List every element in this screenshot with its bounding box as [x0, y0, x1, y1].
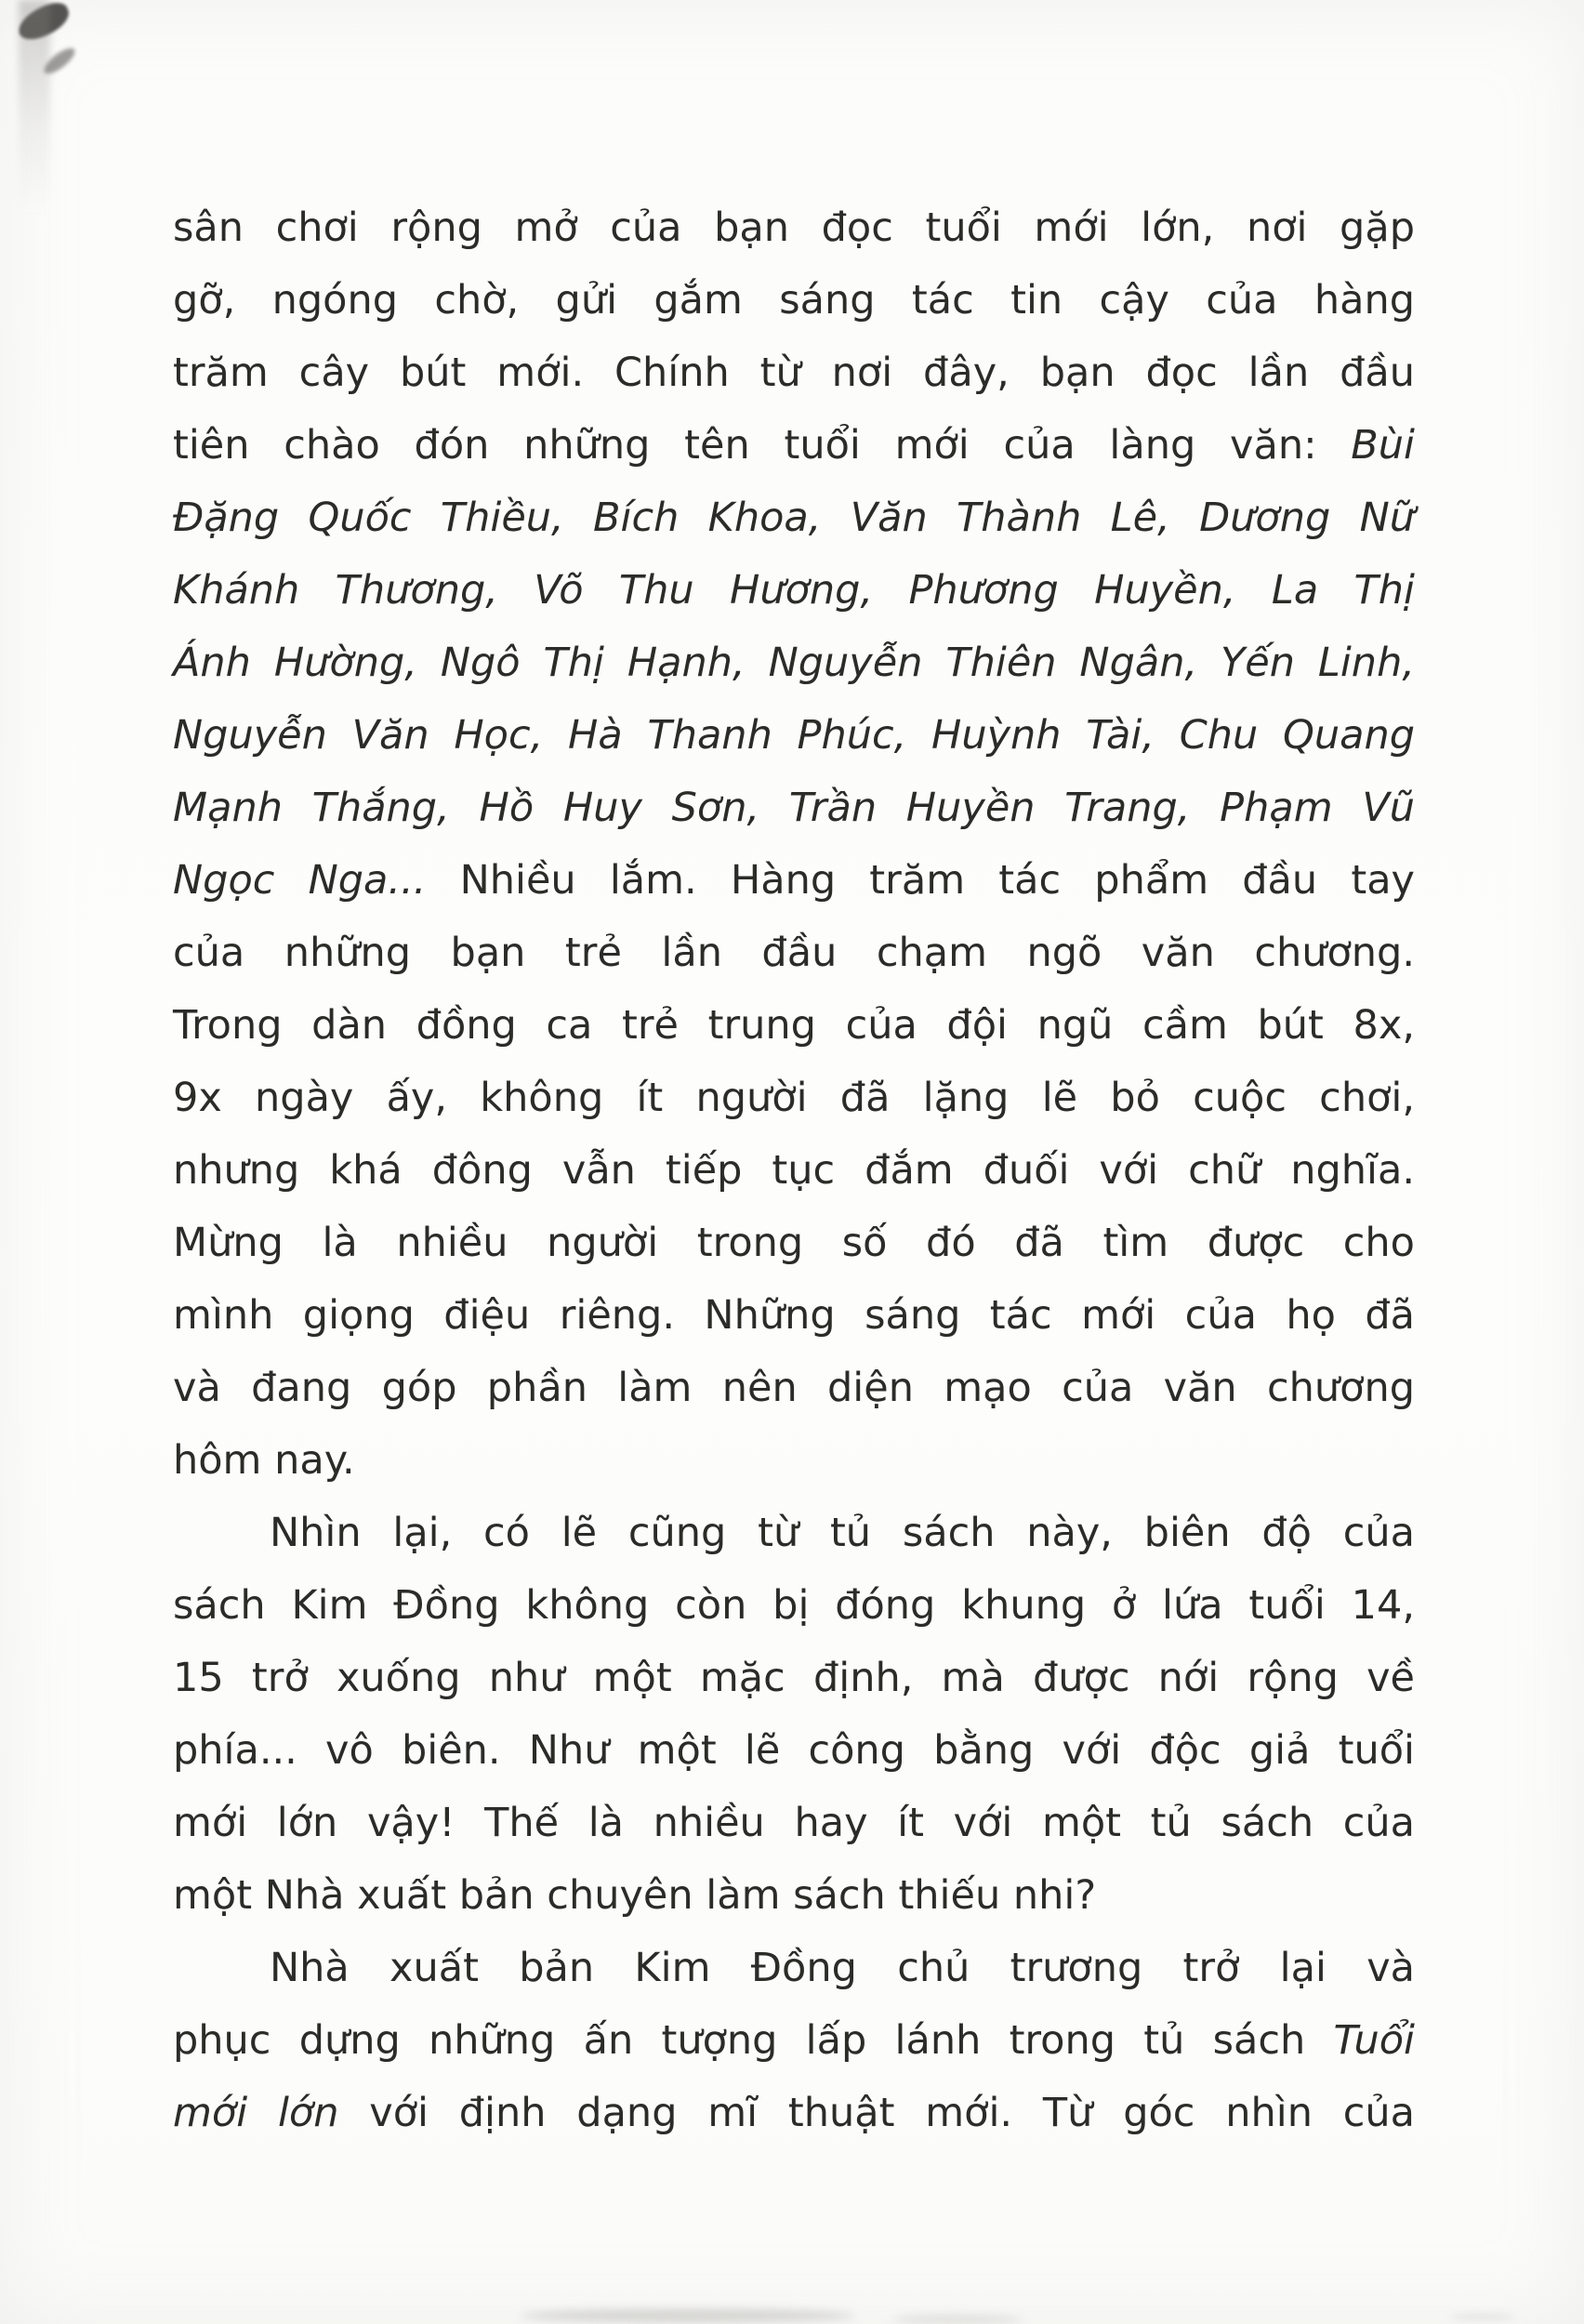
text-line [173, 1424, 1415, 1497]
text-line [173, 482, 1415, 554]
text-segment: hôm nay. [173, 1437, 355, 1484]
scan-artifact-top-left-mark [41, 44, 79, 77]
text-line [173, 1352, 1415, 1424]
text-line [173, 627, 1415, 699]
italic-text-segment: Đặng Quốc Thiều, Bích Khoa, Văn Thành Lê, Dương Nữ [173, 495, 1415, 541]
text-line [173, 2077, 1415, 2149]
text-segment: sân chơi rộng mở của bạn đọc tuổi mới lớn, nơi gặp [173, 205, 1415, 251]
paragraph [173, 191, 1415, 1497]
text-segment: sách Kim Đồng không còn bị đóng khung ở lứa tuổi 14, [173, 1582, 1415, 1629]
italic-text-segment: Ánh Hường, Ngô Thị Hạnh, Nguyễn Thiên Ngân, Yến Linh, [173, 640, 1415, 686]
text-segment: của những bạn trẻ lần đầu chạm ngõ văn chương. [173, 930, 1415, 976]
scan-smudge-bottom-right [1450, 2313, 1515, 2320]
italic-text-segment: Tuổi [1333, 2017, 1415, 2064]
text-line [173, 1714, 1415, 1787]
text-segment: Mừng là nhiều người trong số đó đã tìm được cho [173, 1220, 1415, 1266]
text-segment: trăm cây bút mới. Chính từ nơi đây, bạn đọc lần đầu [173, 350, 1415, 396]
italic-text-segment: Bùi [1351, 422, 1415, 469]
italic-text-segment: Ngọc Nga... [173, 857, 427, 904]
text-segment: một Nhà xuất bản chuyên làm sách thiếu nhi? [173, 1872, 1097, 1919]
text-line [173, 1932, 1415, 2004]
italic-text-segment: Khánh Thương, Võ Thu Hương, Phương Huyền, La Thị [173, 567, 1415, 614]
text-segment: Nhìn lại, có lẽ cũng từ tủ sách này, biên độ của [270, 1510, 1415, 1556]
text-line [173, 554, 1415, 627]
text-line [173, 191, 1415, 264]
text-line [173, 1642, 1415, 1714]
text-segment: phía... vô biên. Như một lẽ công bằng với độc giả tuổi [173, 1727, 1415, 1774]
text-line [173, 1569, 1415, 1642]
text-segment: mình giọng điệu riêng. Những sáng tác mới của họ đã [173, 1292, 1415, 1339]
scan-smudge-bottom-left [521, 2309, 855, 2322]
text-line [173, 337, 1415, 409]
text-segment: Nhà xuất bản Kim Đồng chủ trương trở lại và [270, 1945, 1415, 1991]
text-segment: 15 trở xuống như một mặc định, mà được nới rộng về [173, 1655, 1415, 1701]
scan-artifact-top-left-corner [13, 0, 73, 45]
text-line [173, 989, 1415, 1062]
italic-text-segment: Nguyễn Văn Học, Hà Thanh Phúc, Huỳnh Tài, Chu Quang [173, 712, 1415, 759]
text-segment: Trong dàn đồng ca trẻ trung của đội ngũ cầm bút 8x, [173, 1002, 1415, 1049]
italic-text-segment: Mạnh Thắng, Hồ Huy Sơn, Trần Huyền Trang, Phạm Vũ [173, 785, 1415, 831]
text-line [173, 844, 1415, 917]
text-line [173, 264, 1415, 337]
text-line [173, 2004, 1415, 2077]
text-segment: 9x ngày ấy, không ít người đã lặng lẽ bỏ cuộc chơi, [173, 1075, 1415, 1121]
text-line [173, 1497, 1415, 1569]
text-segment: Nhiều lắm. Hàng trăm tác phẩm đầu tay [426, 857, 1415, 904]
scan-smudge-bottom-center [892, 2315, 1023, 2324]
text-segment: và đang góp phần làm nên diện mạo của văn chương [173, 1365, 1415, 1411]
text-segment: tiên chào đón những tên tuổi mới của làng văn: [173, 422, 1352, 469]
scan-binding-streak [19, 0, 50, 214]
text-line [173, 1062, 1415, 1134]
paragraph [173, 1497, 1415, 1932]
paragraph [173, 1932, 1415, 2149]
italic-text-segment: mới lớn [173, 2090, 339, 2136]
text-line [173, 772, 1415, 844]
text-line [173, 917, 1415, 989]
text-block [173, 191, 1415, 2149]
text-segment: phục dựng những ấn tượng lấp lánh trong tủ sách [173, 2017, 1334, 2064]
text-line [173, 409, 1415, 482]
text-segment: nhưng khá đông vẫn tiếp tục đắm đuối với chữ nghĩa. [173, 1147, 1415, 1194]
text-line [173, 1134, 1415, 1207]
text-segment: mới lớn vậy! Thế là nhiều hay ít với một tủ sách của [173, 1800, 1415, 1846]
text-line [173, 699, 1415, 772]
text-segment: với định dạng mĩ thuật mới. Từ góc nhìn của [338, 2090, 1415, 2136]
text-line [173, 1207, 1415, 1279]
text-line [173, 1787, 1415, 1859]
text-segment: gỡ, ngóng chờ, gửi gắm sáng tác tin cậy của hàng [173, 277, 1415, 324]
text-line [173, 1859, 1415, 1932]
text-line [173, 1279, 1415, 1352]
